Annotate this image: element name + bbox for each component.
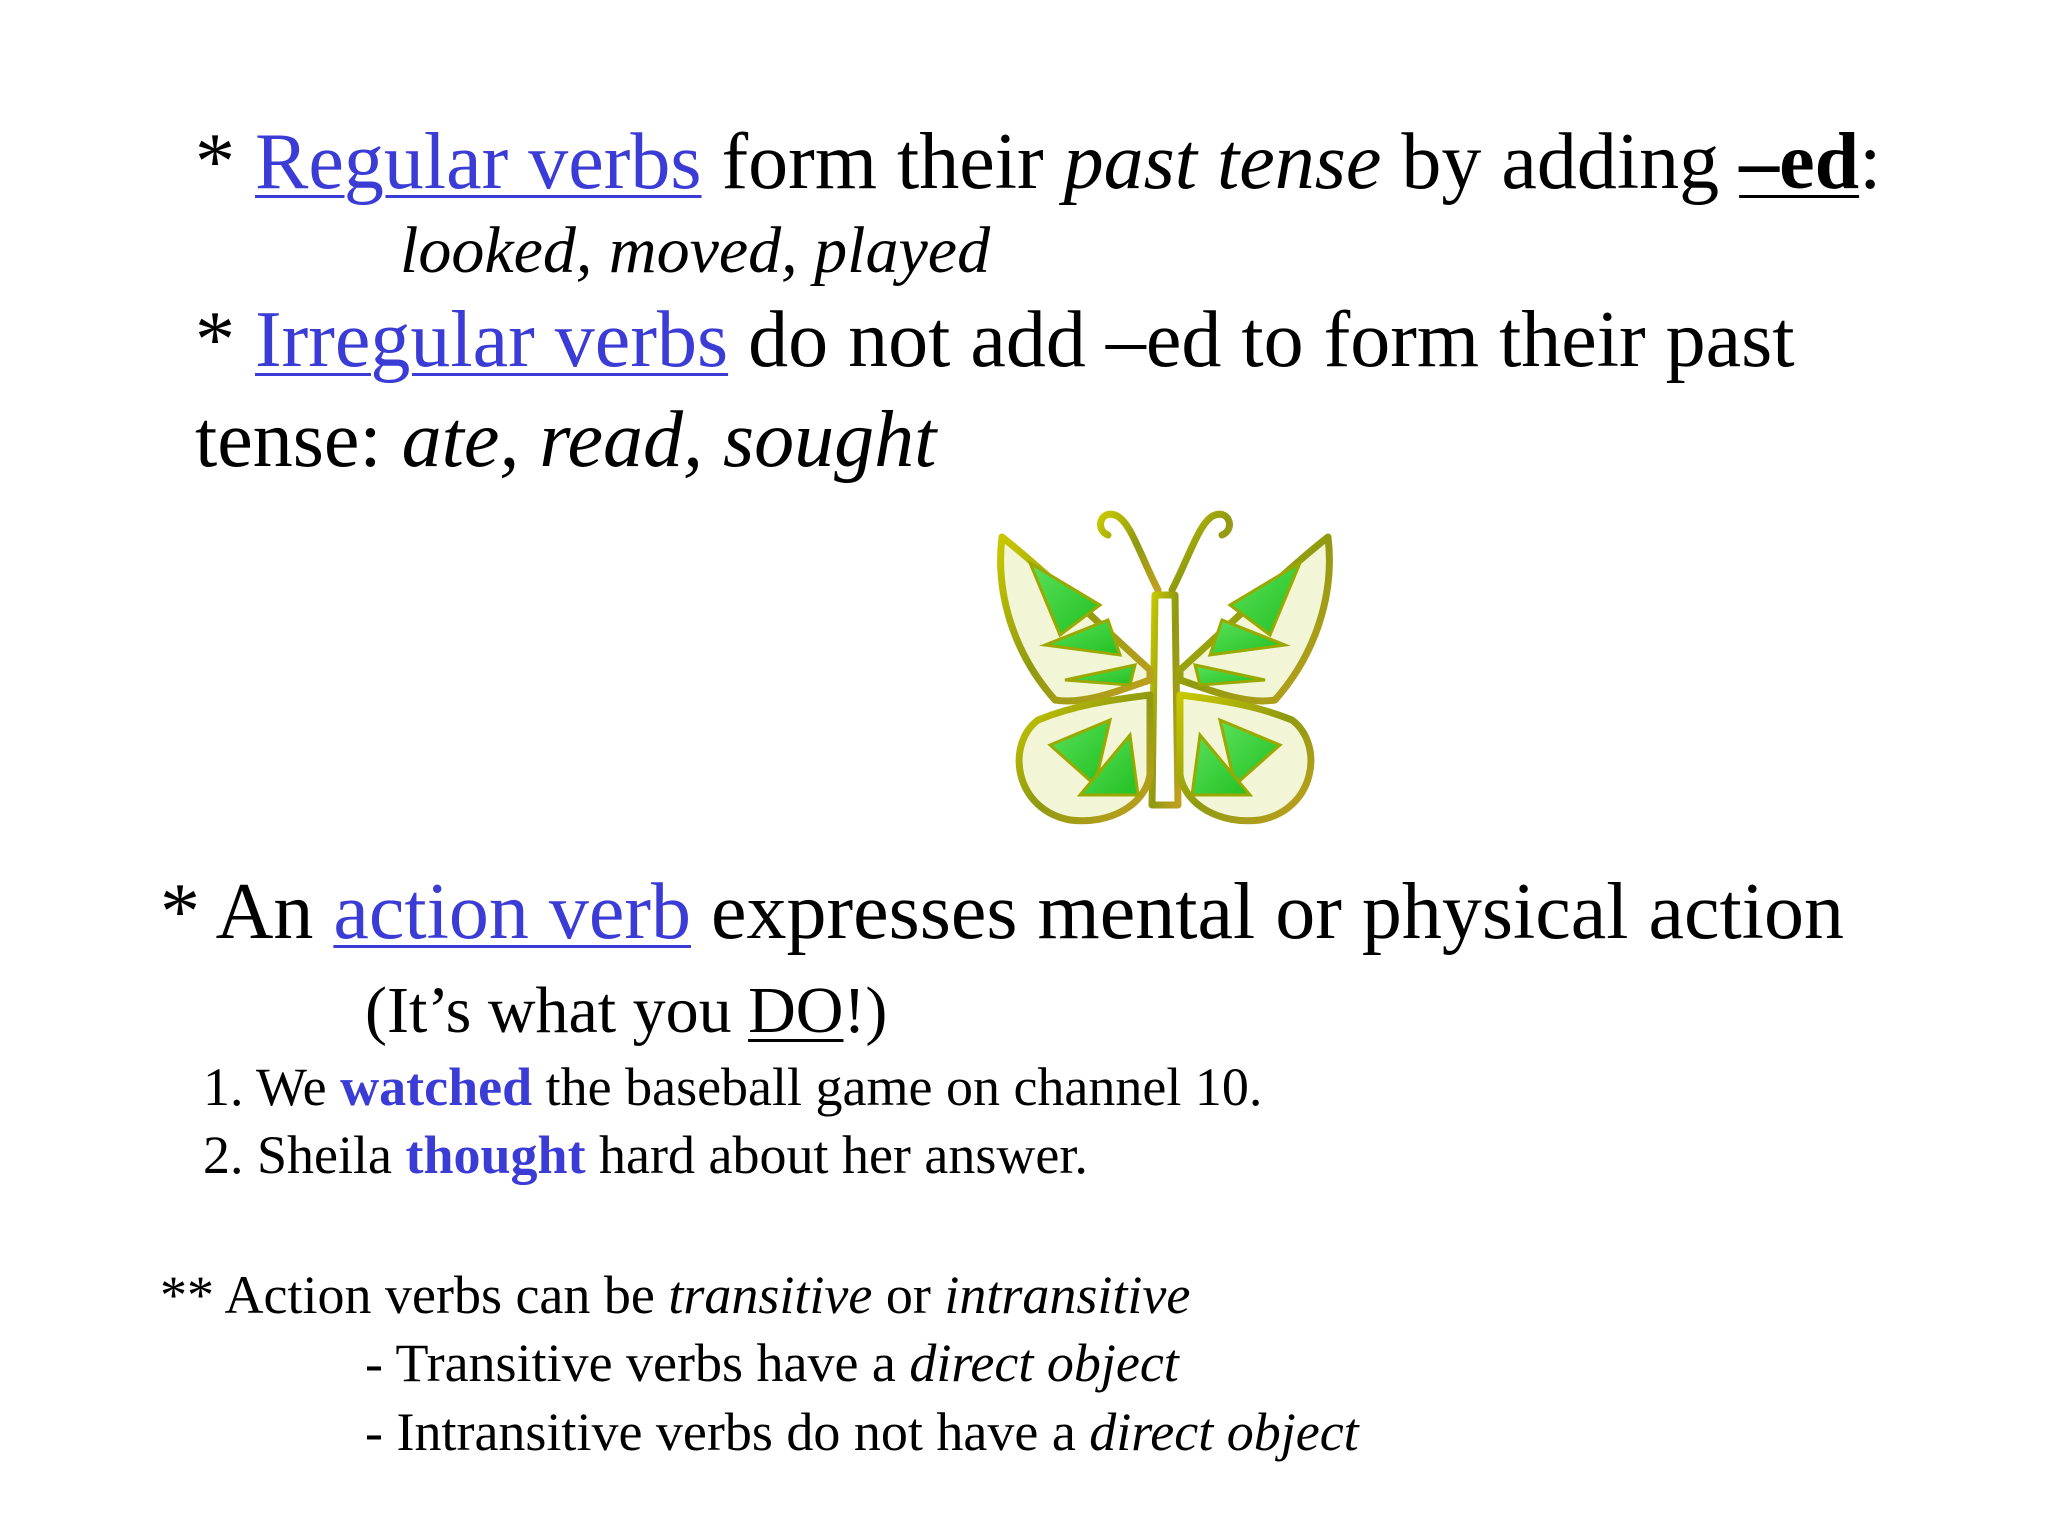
action-bullet: * An [160, 868, 334, 956]
sub2-italic: direct object [1089, 1402, 1359, 1462]
ed-suffix: –ed [1739, 118, 1860, 206]
example-rest: hard about her answer. [585, 1125, 1088, 1185]
note-open: (It’s what you [365, 974, 749, 1047]
action-note [365, 974, 888, 1047]
intro-text-1: ** Action verbs can be [160, 1265, 669, 1325]
intransitive-definition [365, 1402, 1359, 1462]
example-2 [203, 1125, 1088, 1185]
note-close: !) [843, 974, 888, 1047]
regular-verbs-line [195, 118, 1882, 206]
intransitive-term: intransitive [944, 1265, 1191, 1325]
regular-verbs-link[interactable]: Regular verbs [255, 118, 702, 206]
transitivity-intro [160, 1265, 1191, 1325]
regular-colon: : [1859, 118, 1882, 206]
example-verb: thought [405, 1125, 586, 1185]
intro-text-2: or [872, 1265, 945, 1325]
regular-text-2: by adding [1381, 118, 1740, 206]
action-verb-link[interactable]: action verb [333, 868, 691, 956]
sub1-italic: direct object [909, 1333, 1179, 1393]
butterfly-icon [990, 495, 1340, 835]
bullet: * [195, 118, 255, 206]
action-text: expresses mental or physical action [690, 868, 1844, 956]
example-rest: the baseball game on channel 10. [532, 1057, 1263, 1117]
bullet: * [195, 296, 255, 384]
note-do: DO [748, 974, 844, 1047]
example-num: 2. Sheila [203, 1125, 406, 1185]
regular-examples [400, 214, 991, 287]
regular-examples-text: looked, moved, played [400, 214, 991, 287]
example-1 [203, 1057, 1263, 1117]
irregular-examples-text: ate, read, sought [401, 396, 937, 484]
regular-text-1: form their [701, 118, 1064, 206]
transitive-term: transitive [668, 1265, 873, 1325]
irregular-verbs-line [195, 296, 1795, 384]
past-tense-term: past tense [1063, 118, 1382, 206]
irregular-text-2: tense: [195, 396, 402, 484]
example-verb: watched [340, 1057, 533, 1117]
irregular-verbs-line-2 [195, 396, 937, 484]
irregular-verbs-link[interactable]: Irregular verbs [255, 296, 729, 384]
action-verb-line [160, 868, 1844, 956]
irregular-text-1: do not add –ed to form their past [728, 296, 1795, 384]
sub1-text: - Transitive verbs have a [365, 1333, 910, 1393]
example-num: 1. We [203, 1057, 341, 1117]
sub2-text: - Intransitive verbs do not have a [365, 1402, 1090, 1462]
transitive-definition [365, 1333, 1179, 1393]
